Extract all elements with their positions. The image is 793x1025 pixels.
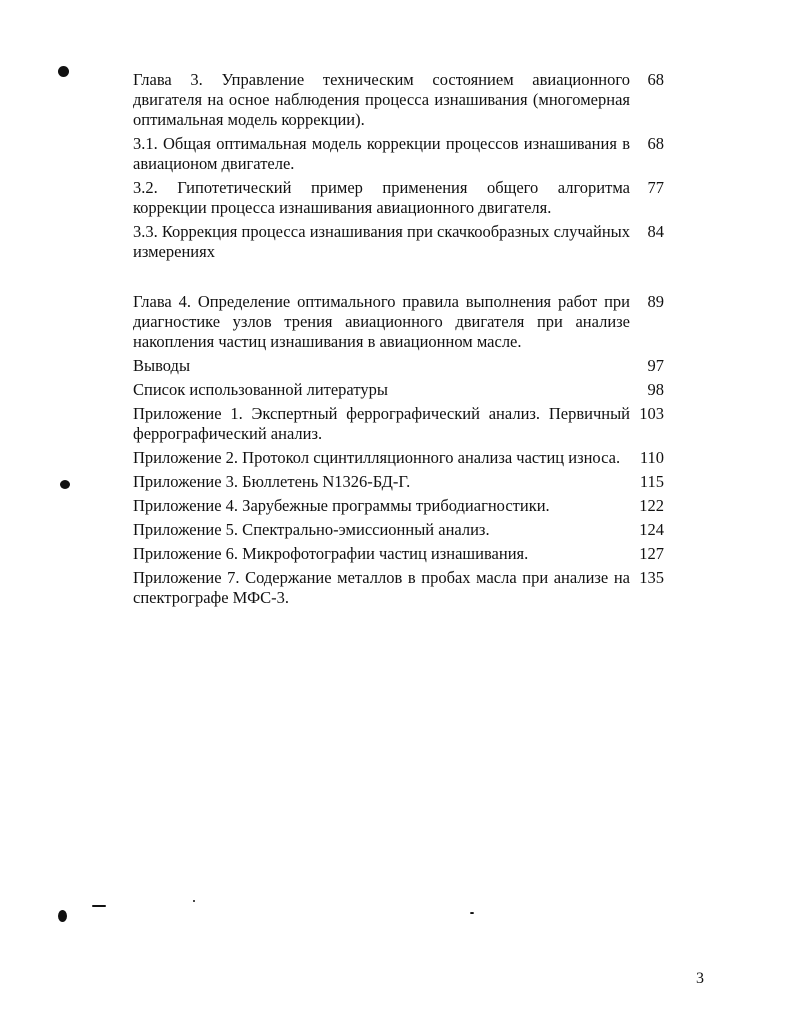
toc-entry-title: 3.3. Коррекция процесса изнашивания при скачкообразных случайных измерениях: [133, 222, 630, 261]
toc-entry-page: 110: [639, 448, 664, 467]
toc-entry-page: 127: [639, 544, 664, 563]
toc-entry-title: Приложение 6. Микрофотографии частиц изнашивания.: [133, 544, 529, 563]
toc-entry-title: Список использованной литературы: [133, 380, 388, 399]
scan-speck: [58, 910, 67, 922]
toc-entry: [133, 222, 668, 262]
toc-entry-title: Глава 3. Управление техническим состоянием авиационного двигателя на осное наблюдения процесса изнашивания (многомерная оптимальная модель коррекции).: [133, 70, 630, 129]
toc-entry-title: Выводы: [133, 356, 191, 375]
scan-speck: [470, 912, 474, 914]
toc-entry-title: Приложение 5. Спектрально-эмиссионный анализ.: [133, 520, 490, 539]
toc-entry-title: Приложение 7. Содержание металлов в пробах масла при анализе на спектрографе МФС-3.: [133, 568, 630, 607]
toc-entry-page: 68: [647, 134, 664, 153]
table-of-contents: [133, 70, 668, 612]
toc-entry-page: 77: [647, 178, 664, 197]
scan-speck: [92, 905, 106, 907]
toc-entry-page: 115: [639, 472, 664, 491]
toc-entry: [133, 178, 668, 218]
scan-speck: [193, 900, 195, 902]
toc-entry-page: 97: [647, 356, 664, 375]
scan-speck: [58, 66, 69, 77]
toc-entry-title: 3.2. Гипотетический пример применения общего алгоритма коррекции процесса изнашивания авиационного двигателя.: [133, 178, 630, 217]
toc-entry: [133, 292, 668, 352]
toc-entry: [133, 404, 668, 444]
scan-speck: [60, 480, 70, 489]
toc-entry: [133, 472, 668, 492]
toc-entry-title: Приложение 2. Протокол сцинтилляционного анализа частиц износа.: [133, 448, 621, 467]
toc-entry-title: Приложение 4. Зарубежные программы трибодиагностики.: [133, 496, 550, 515]
toc-entry: [133, 544, 668, 564]
toc-entry-title: Глава 4. Определение оптимального правила выполнения работ при диагностике узлов трения авиационного двигателя при анализе накопления частиц изнашивания в авиационном масле.: [133, 292, 630, 351]
toc-entry-page: 124: [639, 520, 664, 539]
toc-entry-page: 89: [647, 292, 664, 311]
toc-entry-page: 84: [647, 222, 664, 241]
toc-entry-page: 122: [639, 496, 664, 515]
toc-entry-page: 135: [639, 568, 664, 587]
toc-entry-title: 3.1. Общая оптимальная модель коррекции процессов изнашивания в авиационом двигателе.: [133, 134, 630, 173]
toc-entry: [133, 356, 668, 376]
toc-entry: [133, 520, 668, 540]
toc-entry: [133, 134, 668, 174]
toc-entry-page: 68: [647, 70, 664, 89]
toc-entry: [133, 496, 668, 516]
toc-entry: [133, 380, 668, 400]
toc-entry: [133, 70, 668, 130]
toc-entry: [133, 568, 668, 608]
toc-entry-page: 98: [647, 380, 664, 399]
toc-entry: [133, 448, 668, 468]
page-number: 3: [696, 970, 704, 987]
toc-entry-title: Приложение 1. Экспертный феррографический анализ. Первичный феррографический анализ.: [133, 404, 630, 443]
toc-entry-title: Приложение 3. Бюллетень N1326-БД-Г.: [133, 472, 411, 491]
toc-entry-page: 103: [639, 404, 664, 423]
